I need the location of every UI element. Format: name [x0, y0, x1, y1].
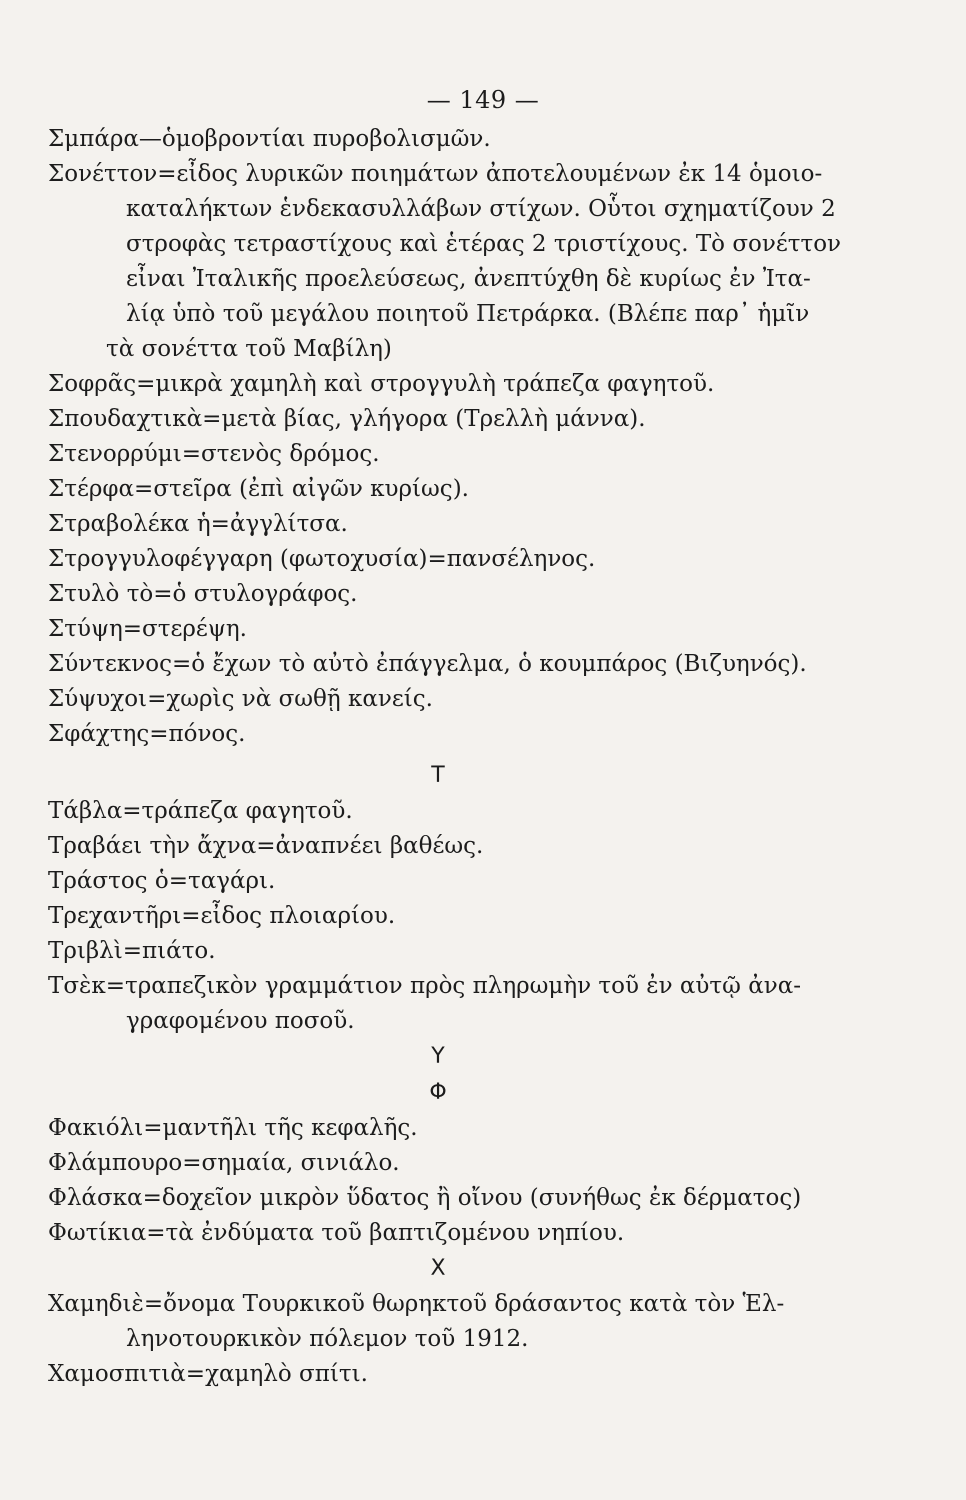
- entry-fakioli: Φακιόλι=μαντῆλι τῆς κεφαλῆς.: [48, 1115, 418, 1141]
- entry-flampouro: Φλάμπουρο=σημαία, σινιάλο.: [48, 1150, 400, 1176]
- section-tau: [48, 758, 828, 1039]
- entry-stylo: Στυλὸ τὸ=ὁ στυλογράφος.: [48, 581, 358, 607]
- entry-tabla: Τάβλα=τράπεζα φαγητοῦ.: [48, 798, 353, 824]
- entry-sofras: Σοφρᾶς=μικρὰ χαμηλὴ καὶ στρογγυλὴ τράπεζα φαγητοῦ.: [48, 371, 715, 397]
- entry-tsek: [48, 969, 828, 1039]
- entry-line: τὰ σονέττα τοῦ Μαβίλη): [106, 336, 392, 362]
- section-letter-chi: Χ: [430, 1256, 446, 1281]
- entry-stroggylofeggari: Στρογγυλοφέγγαρη (φωτοχυσία)=πανσέληνος.: [48, 546, 596, 572]
- entry-line: Σονέττον=εἶδος λυρικῶν ποιημάτων ἀποτελουμένων ἐκ 14 ὁμοιο-: [48, 161, 823, 187]
- entry-xamidie: [48, 1287, 828, 1357]
- glossary-body: [48, 122, 842, 1392]
- entry-sonetto: [48, 157, 842, 367]
- entry-spoudaxtika: Σπουδαχτικὰ=μετὰ βίας, γλήγορα (Τρελλὴ μάννα).: [48, 406, 646, 432]
- entry-stenorrymi: Στενορρύμι=στενὸς δρόμος.: [48, 441, 380, 467]
- entry-sfaxtis: Σφάχτης=πόνος.: [48, 721, 246, 747]
- entry-xamospitia: Χαμοσπιτιὰ=χαμηλὸ σπίτι.: [48, 1361, 368, 1387]
- entry-trabaei: Τραβάει τὴν ἄχνα=ἀναπνέει βαθέως.: [48, 833, 484, 859]
- entry-line: γραφομένου ποσοῦ.: [126, 1008, 355, 1034]
- section-letter-upsilon: Υ: [431, 1044, 445, 1069]
- entry-flaska: Φλάσκα=δοχεῖον μικρὸν ὕδατος ἢ οἴνου (συνήθως ἐκ δέρματος): [48, 1185, 802, 1211]
- section-upsilon: [48, 1039, 828, 1075]
- entry-stypsi: Στύψη=στερέψη.: [48, 616, 247, 642]
- entry-trastos: Τράστος ὁ=ταγάρι.: [48, 868, 276, 894]
- page-number: — 149 —: [426, 86, 540, 114]
- entry-sterfa: Στέρφα=στεῖρα (ἐπὶ αἰγῶν κυρίως).: [48, 476, 469, 502]
- entry-line: στροφὰς τετραστίχους καὶ ἑτέρας 2 τριστίχους. Τὸ σονέττον: [126, 231, 842, 257]
- entry-synteknos: Σύντεκνος=ὁ ἔχων τὸ αὐτὸ ἐπάγγελμα, ὁ κουμπάρος (Βιζυηνός).: [48, 651, 807, 677]
- section-sigma: [48, 122, 842, 752]
- entry-sypsyxoi: Σύψυχοι=χωρὶς νὰ σωθῇ κανείς.: [48, 686, 433, 712]
- entry-line: καταλήκτων ἑνδεκασυλλάβων στίχων. Οὗτοι σχηματίζουν 2: [126, 196, 836, 222]
- entry-strabolexa: Στραβολέκα ἡ=ἀγγλίτσα.: [48, 511, 348, 537]
- entry-smpara: Σμπάρα—ὁμοβροντίαι πυροβολισμῶν.: [48, 126, 491, 152]
- entry-tribli: Τριβλὶ=πιάτο.: [48, 938, 216, 964]
- section-letter-tau: Τ: [431, 763, 445, 788]
- entry-trexantiri: Τρεχαντῆρι=εἶδος πλοιαρίου.: [48, 903, 396, 929]
- entry-line: Χαμηδιὲ=ὄνομα Τουρκικοῦ θωρηκτοῦ δράσαντος κατὰ τὸν Ἑλ-: [48, 1291, 785, 1317]
- section-chi: [48, 1251, 828, 1392]
- entry-line: ληνοτουρκικὸν πόλεμον τοῦ 1912.: [126, 1326, 529, 1352]
- section-phi: [48, 1075, 828, 1251]
- entry-line: εἶναι Ἰταλικῆς προελεύσεως, ἀνεπτύχθη δὲ κυρίως ἐν Ἰτα-: [126, 266, 811, 292]
- entry-fotikia: Φωτίκια=τὰ ἐνδύματα τοῦ βαπτιζομένου νηπίου.: [48, 1220, 625, 1246]
- section-letter-phi: Φ: [429, 1080, 447, 1105]
- entry-line: λίᾳ ὑπὸ τοῦ μεγάλου ποιητοῦ Πετράρκα. (Βλέπε παρ᾽ ἡμῖν: [126, 301, 810, 327]
- entry-line: Τσὲκ=τραπεζικὸν γραμμάτιον πρὸς πληρωμὴν τοῦ ἐν αὐτῷ ἀνα-: [48, 973, 802, 999]
